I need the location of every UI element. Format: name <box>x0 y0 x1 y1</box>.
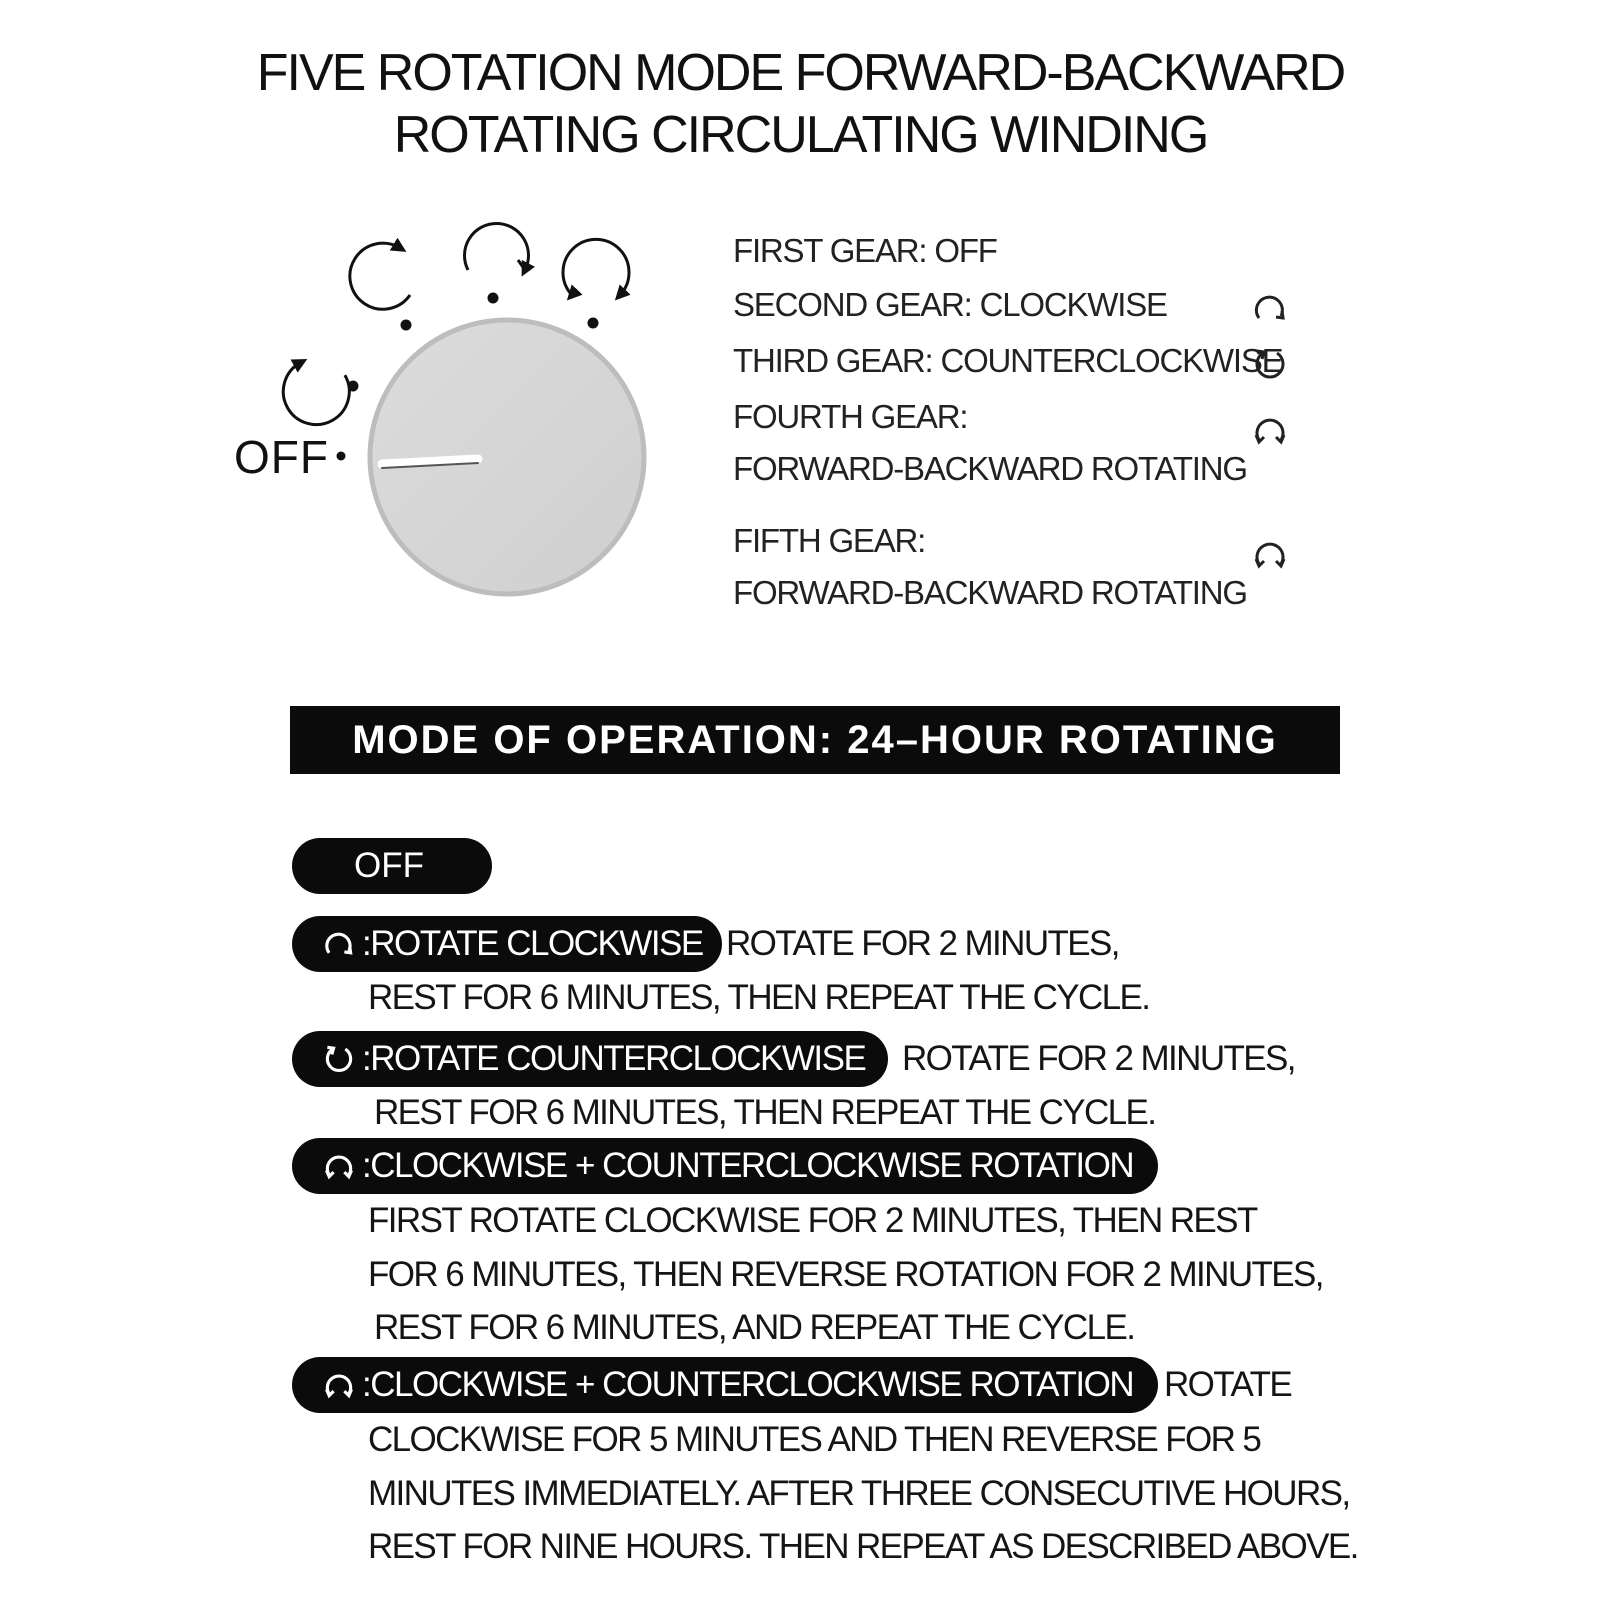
mode-combo2-desc-0: ROTATE <box>1164 1365 1292 1404</box>
dial-dot-4 <box>488 293 499 304</box>
mode-combo1-pill <box>292 1138 1158 1194</box>
mode-combo1-desc-1: FIRST ROTATE CLOCKWISE FOR 2 MINUTES, THEN REST <box>368 1201 1257 1240</box>
gear-third: THIRD GEAR: COUNTERCLOCKWISE <box>733 342 1283 379</box>
gear-fourth-label: FOURTH GEAR: <box>733 398 968 435</box>
title-line-1: FIVE ROTATION MODE FORWARD-BACKWARD <box>256 44 1345 102</box>
clockwise-icon <box>1251 288 1289 326</box>
rotation-dial <box>220 210 680 630</box>
clockwise-icon <box>322 926 356 960</box>
mode-combo2-desc-3: REST FOR NINE HOURS. THEN REPEAT AS DESCRIBED ABOVE. <box>368 1527 1358 1566</box>
mode-counterclockwise-pill <box>292 1031 888 1087</box>
mode-clockwise-desc-2: REST FOR 6 MINUTES, THEN REPEAT THE CYCLE. <box>368 978 1150 1017</box>
dial-knob <box>370 320 644 594</box>
mode-counterclockwise-desc-2: REST FOR 6 MINUTES, THEN REPEAT THE CYCLE. <box>374 1093 1156 1132</box>
forward-backward-icon <box>322 1148 356 1182</box>
mode-combo2-label: :CLOCKWISE + COUNTERCLOCKWISE ROTATION <box>362 1365 1134 1404</box>
forward-backward-icon <box>1251 410 1289 448</box>
mode-combo1-desc-3: REST FOR 6 MINUTES, AND REPEAT THE CYCLE. <box>374 1308 1135 1347</box>
mode-counterclockwise-desc-1: ROTATE FOR 2 MINUTES, <box>902 1039 1295 1078</box>
mode-combo1-desc-2: FOR 6 MINUTES, THEN REVERSE ROTATION FOR 2 MINUTES, <box>368 1255 1323 1294</box>
mode-combo2-pill <box>292 1357 1158 1413</box>
mode-clockwise-desc-1: ROTATE FOR 2 MINUTES, <box>726 924 1119 963</box>
forward-backward-icon <box>1251 534 1289 572</box>
mode-combo2-desc-1: CLOCKWISE FOR 5 MINUTES AND THEN REVERSE FOR 5 <box>368 1420 1261 1459</box>
counterclockwise-icon <box>1251 344 1289 382</box>
dial-off-label: OFF <box>234 431 329 483</box>
counterclockwise-arrow-icon <box>465 223 529 270</box>
mode-combo1-label: :CLOCKWISE + COUNTERCLOCKWISE ROTATION <box>362 1146 1134 1185</box>
forward-backward-arrow-icon <box>563 239 629 295</box>
counterclockwise-icon <box>322 1041 356 1075</box>
clockwise-arrow-icon <box>350 243 410 309</box>
mode-clockwise-label: :ROTATE CLOCKWISE <box>362 924 703 963</box>
mode-clockwise-pill <box>292 916 722 972</box>
mode-counterclockwise-label: :ROTATE COUNTERCLOCKWISE <box>362 1039 866 1078</box>
mode-off-pill: OFF <box>292 838 492 894</box>
dial-dot-off <box>337 452 346 461</box>
gear-fifth-desc: FORWARD-BACKWARD ROTATING <box>733 574 1247 611</box>
clockwise-arrow-icon <box>271 346 361 436</box>
gear-fourth-desc: FORWARD-BACKWARD ROTATING <box>733 450 1247 487</box>
forward-backward-icon <box>322 1367 356 1401</box>
dial-dot-3 <box>401 320 412 331</box>
page-title <box>0 42 1601 166</box>
dial-dot-5 <box>588 318 599 329</box>
gear-fifth-label: FIFTH GEAR: <box>733 522 926 559</box>
title-line-2: ROTATING CIRCULATING WINDING <box>393 106 1208 164</box>
gear-second: SECOND GEAR: CLOCKWISE <box>733 286 1167 323</box>
gear-first: FIRST GEAR: OFF <box>733 232 997 269</box>
mode-of-operation-banner: MODE OF OPERATION: 24–HOUR ROTATING <box>290 706 1340 774</box>
mode-combo2-desc-2: MINUTES IMMEDIATELY. AFTER THREE CONSECUTIVE HOURS, <box>368 1474 1350 1513</box>
dial-graphic <box>220 210 680 630</box>
